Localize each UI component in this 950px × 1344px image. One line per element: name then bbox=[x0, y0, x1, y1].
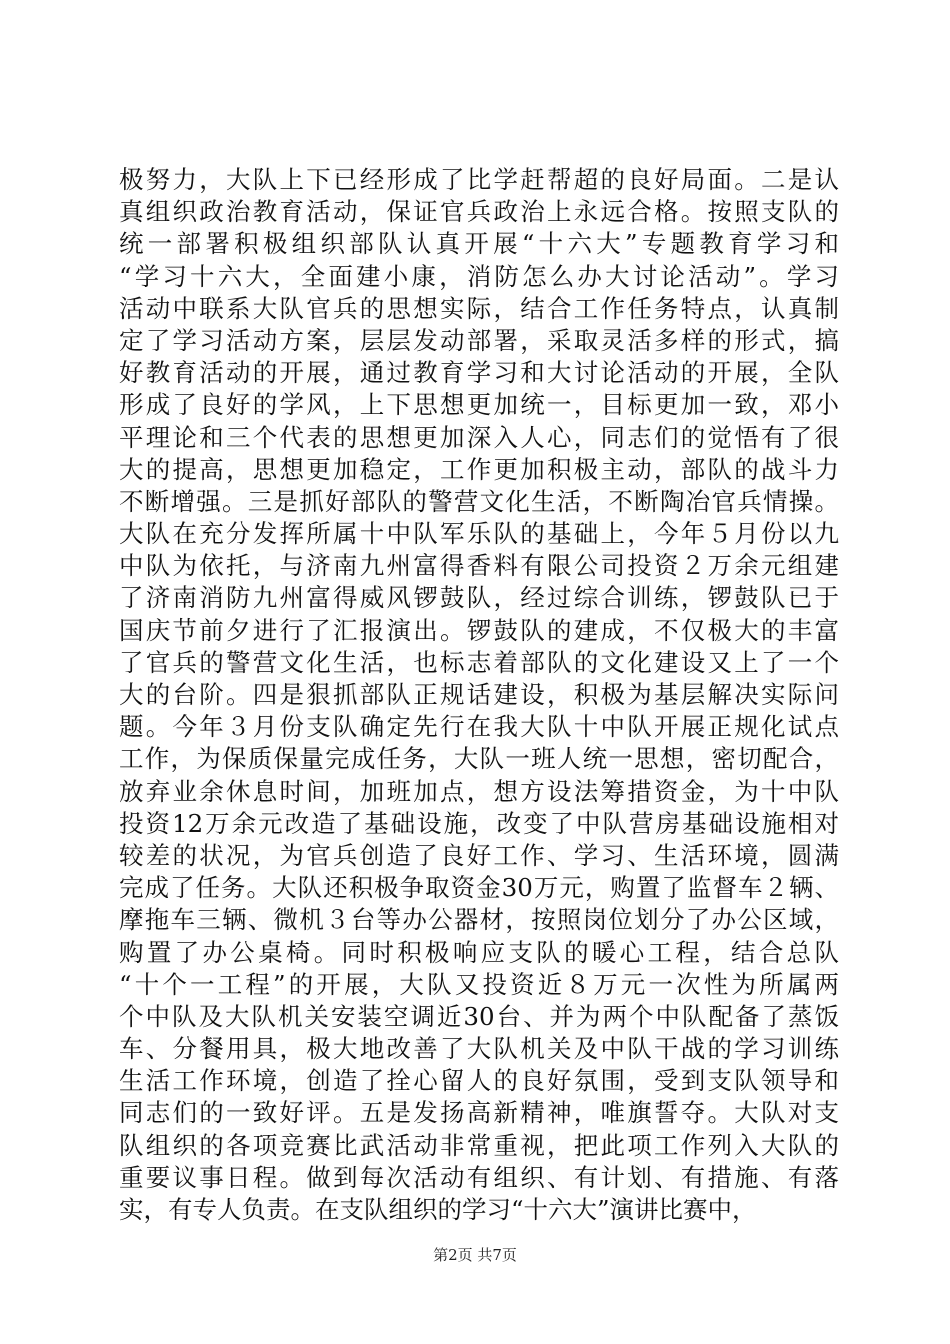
text-line: 统一部署积极组织部队认真开展“十六大”专题教育学习和 bbox=[119, 229, 839, 259]
text-line: 大队在充分发挥所属十中队军乐队的基础上，今年５月份以九 bbox=[119, 519, 839, 549]
text-line: “十个一工程”的开展，大队又投资近８万元一次性为所属两 bbox=[119, 969, 839, 999]
text-line: 同志们的一致好评。五是发扬高新精神，唯旗誓夺。大队对支 bbox=[119, 1098, 839, 1128]
text-line: 生活工作环境，创造了拴心留人的良好氛围，受到支队领导和 bbox=[119, 1066, 839, 1096]
text-line: 较差的状况，为官兵创造了良好工作、学习、生活环境，圆满 bbox=[119, 840, 839, 870]
text-line: 好教育活动的开展，通过教育学习和大讨论活动的开展，全队 bbox=[119, 358, 839, 388]
text-line: 极努力，大队上下已经形成了比学赶帮超的良好局面。二是认 bbox=[119, 165, 839, 194]
text-line: 了官兵的警营文化生活，也标志着部队的文化建设又上了一个 bbox=[119, 647, 839, 677]
text-line: 放弃业余休息时间，加班加点，想方设法筹措资金，为十中队 bbox=[119, 776, 839, 806]
text-line: 国庆节前夕进行了汇报演出。锣鼓队的建成，不仅极大的丰富 bbox=[119, 615, 839, 645]
text-line: 大的台阶。四是狠抓部队正规话建设，积极为基层解决实际问 bbox=[119, 680, 839, 709]
text-line: 定了学习活动方案，层层发动部署，采取灵活多样的形式，搞 bbox=[119, 325, 839, 355]
text-line: 形成了良好的学风，上下思想更加统一，目标更加一致，邓小 bbox=[119, 390, 839, 420]
text-line: 真组织政治教育活动，保证官兵政治上永远合格。按照支队的 bbox=[119, 197, 839, 227]
text-line: 题。今年３月份支队确定先行在我大队十中队开展正规化试点 bbox=[119, 712, 839, 742]
text-line: 摩拖车三辆、微机３台等办公器材，按照岗位划分了办公区域， bbox=[119, 905, 839, 935]
text-line: “学习十六大，全面建小康，消防怎么办大讨论活动”。学习 bbox=[119, 261, 839, 291]
text-line: 平理论和三个代表的思想更加深入人心，同志们的觉悟有了很 bbox=[119, 422, 839, 452]
text-line: 活动中联系大队官兵的思想实际，结合工作任务特点，认真制 bbox=[119, 293, 839, 323]
text-line: 重要议事日程。做到每次活动有组织、有计划、有措施、有落 bbox=[119, 1162, 839, 1192]
text-line: 中队为依托，与济南九州富得香料有限公司投资２万余元组建 bbox=[119, 551, 839, 581]
text-line: 大的提高，思想更加稳定，工作更加积极主动，部队的战斗力 bbox=[119, 454, 839, 484]
text-line: 了济南消防九州富得威风锣鼓队，经过综合训练，锣鼓队已于 bbox=[119, 583, 839, 613]
text-line: 车、分餐用具，极大地改善了大队机关及中队干战的学习训练 bbox=[119, 1034, 839, 1064]
text-line: 工作，为保质保量完成任务，大队一班人统一思想，密切配合， bbox=[119, 744, 839, 774]
text-line: 投资12万余元改造了基础设施，改变了中队营房基础设施相对 bbox=[119, 808, 839, 838]
text-line: 实，有专人负责。在支队组织的学习“十六大”演讲比赛中， bbox=[119, 1195, 757, 1224]
page-footer: 第2页 共7页 bbox=[433, 1246, 517, 1264]
body-paragraph bbox=[119, 164, 839, 1226]
text-line: 个中队及大队机关安装空调近30台、并为两个中队配备了蒸饭 bbox=[119, 1001, 839, 1031]
text-line: 购置了办公桌椅。同时积极响应支队的暖心工程，结合总队 bbox=[119, 937, 839, 967]
text-line: 完成了任务。大队还积极争取资金30万元，购置了监督车２辆、 bbox=[119, 873, 839, 903]
text-line: 不断增强。三是抓好部队的警营文化生活，不断陶冶官兵情操。 bbox=[119, 486, 839, 516]
text-line: 队组织的各项竞赛比武活动非常重视，把此项工作列入大队的 bbox=[119, 1130, 839, 1160]
